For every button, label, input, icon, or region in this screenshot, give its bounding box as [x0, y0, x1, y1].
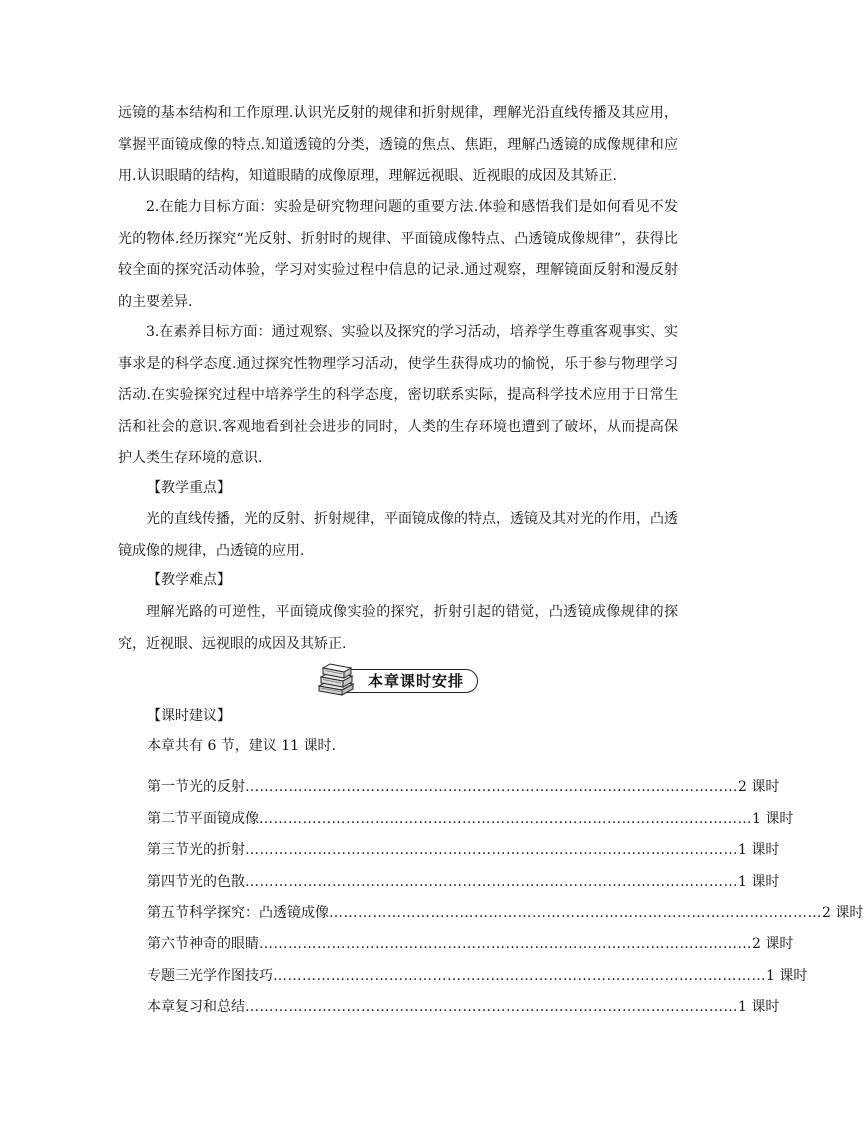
schedule-row-section: 第一节 — [147, 779, 189, 796]
ability-goal-paragraph: 2.在能力目标方面：实验是研究物理问题的重要方法.体验和感悟我们是如何看见不发光的物体.经历探究“光反射、折射时的规律、平面镜成像特点、凸透镜成像规律”，获得比较全面的探究活动体验，学习对实验过程中信息的记录.通过观察，理解镜面反射和漫反射的主要差异. — [118, 199, 678, 310]
schedule-row-title: 神奇的眼睛 — [189, 936, 259, 953]
schedule-row — [147, 860, 780, 891]
stacked-books-icon — [316, 660, 356, 696]
schedule-row-title: 科学探究：凸透镜成像 — [189, 904, 329, 921]
schedule-row — [147, 892, 863, 923]
schedule-row-hours: 1 课时 — [738, 873, 780, 890]
schedule-row-section: 第二节 — [147, 810, 189, 827]
schedule-row — [147, 923, 794, 954]
schedule-row-title: 本章复习和总结 — [147, 999, 245, 1016]
schedule-row-title: 光的反射 — [189, 779, 245, 796]
banner-title: 本章课时安排 — [367, 672, 464, 690]
difficulties-text: 理解光路的可逆性，平面镜成像实验的探究，折射引起的错觉，凸透镜成像规律的探究，近视眼、远视眼的成因及其矫正. — [118, 604, 678, 652]
schedule-row-hours: 1 课时 — [738, 842, 780, 859]
schedule-row — [147, 766, 780, 797]
schedule-row-leader-dots: ………………………………………………………………………………………… — [245, 999, 738, 1016]
schedule-row-hours: 1 课时 — [752, 810, 794, 827]
key-points-heading: 【教学重点】 — [147, 480, 231, 496]
literacy-goal-paragraph: 3.在素养目标方面：通过观察、实验以及探究的学习活动，培养学生尊重客观事实、实事求是的科学态度.通过探究性物理学习活动，使学生获得成功的愉悦，乐于参与物理学习活动.在实验探究过程中培养学生的科学态度，密切联系实际，提高科学技术应用于日常生活和社会的意识.客观地看到社会进步的同时，人类的生存环境也遭到了破坏，从而提高保护人类生存环境的意识. — [118, 324, 678, 466]
schedule-row-title: 光的色散 — [189, 873, 245, 890]
schedule-row-hours: 1 课时 — [738, 999, 780, 1016]
schedule-row — [147, 797, 794, 828]
schedule-row-section: 第四节 — [147, 873, 189, 890]
schedule-row-title: 光的折射 — [189, 842, 245, 859]
schedule-row-hours: 1 课时 — [766, 967, 808, 984]
schedule-row-leader-dots: ………………………………………………………………………………………… — [245, 873, 738, 890]
schedule-intro: 本章共有 6 节，建议 11 课时. — [147, 738, 336, 754]
schedule-row-leader-dots: ………………………………………………………………………………………… — [329, 904, 822, 921]
schedule-row — [147, 954, 808, 985]
schedule-row-section: 专题三 — [147, 967, 189, 984]
schedule-row-leader-dots: ………………………………………………………………………………………… — [259, 810, 752, 827]
schedule-row-leader-dots: ………………………………………………………………………………………… — [245, 842, 738, 859]
schedule-row-section: 第六节 — [147, 936, 189, 953]
schedule-row — [147, 986, 780, 1017]
schedule-row — [147, 829, 780, 860]
schedule-row-hours: 2 课时 — [822, 904, 863, 921]
key-points-text: 光的直线传播，光的反射、折射规律，平面镜成像的特点，透镜及其对光的作用，凸透镜成像的规律，凸透镜的应用. — [118, 511, 678, 559]
schedule-row-title: 平面镜成像 — [189, 810, 259, 827]
schedule-row-hours: 2 课时 — [738, 779, 780, 796]
difficulties-heading: 【教学难点】 — [147, 572, 231, 588]
section-banner — [316, 660, 482, 696]
schedule-row-section: 第五节 — [147, 904, 189, 921]
knowledge-goal-paragraph: 远镜的基本结构和工作原理.认识光反射的规律和折射规律，理解光沿直线传播及其应用，掌握平面镜成像的特点.知道透镜的分类，透镜的焦点、焦距，理解凸透镜的成像规律和应用.认识眼睛的结构，知道眼睛的成像原理，理解远视眼、近视眼的成因及其矫正. — [118, 105, 678, 184]
schedule-row-leader-dots: ………………………………………………………………………………………… — [259, 936, 752, 953]
schedule-row-section: 第三节 — [147, 842, 189, 859]
schedule-row-leader-dots: ………………………………………………………………………………………… — [273, 967, 766, 984]
schedule-row-leader-dots: ………………………………………………………………………………………… — [245, 779, 738, 796]
schedule-row-hours: 2 课时 — [752, 936, 794, 953]
schedule-row-title: 光学作图技巧 — [189, 967, 273, 984]
schedule-list — [147, 766, 863, 1017]
schedule-heading: 【课时建议】 — [147, 708, 231, 724]
